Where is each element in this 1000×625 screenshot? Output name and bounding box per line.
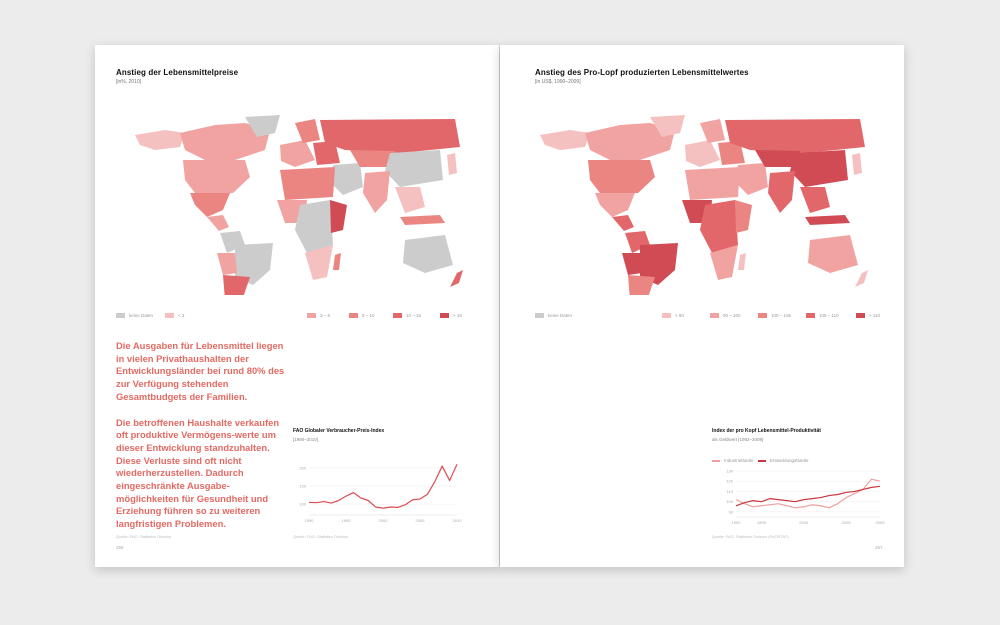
map-region-north-africa <box>685 167 740 200</box>
x-tick-label: 2000 <box>378 518 388 523</box>
map-region-japan <box>852 153 862 175</box>
left-page <box>95 45 499 567</box>
map-region-indonesia <box>805 215 850 225</box>
source-2: Quelle: FAO, Statistics Division <box>293 534 349 539</box>
source-1: Quelle: FAO, Statistics Division <box>116 534 172 539</box>
y-tick-label: 120 <box>726 478 733 484</box>
legend-range-5: > 110 <box>856 313 880 318</box>
map-region-new-zealand <box>450 270 463 287</box>
x-tick-label: 2009 <box>875 520 885 525</box>
map-region-scandinavia <box>700 119 725 143</box>
map-region-india <box>363 171 390 213</box>
map-title: Anstieg der Lebensmittelpreise <box>116 68 239 77</box>
map-region-central-america <box>612 215 634 231</box>
map-region-central-africa <box>700 200 738 253</box>
x-tick-label: 1990 <box>304 518 314 523</box>
chart-productivity <box>700 465 890 527</box>
page-number: 256 <box>116 545 124 550</box>
map-region-east-africa <box>330 200 347 233</box>
right-page <box>500 45 904 567</box>
map-region-north-africa <box>280 167 335 200</box>
map-region-southeast-asia <box>395 187 425 213</box>
map-region-mexico <box>190 193 230 217</box>
map-title: Anstieg des Pro-Lopf produzierten Lebensmittelwertes <box>535 68 749 77</box>
legend-range-4: 105 – 110 <box>806 313 839 318</box>
map-region-indonesia <box>400 215 445 225</box>
x-tick-label: 1992 <box>731 520 741 525</box>
y-tick-label: 200 <box>299 465 306 471</box>
map-region-peru <box>622 253 642 275</box>
map-region-china <box>385 150 443 187</box>
y-tick-label: 130 <box>726 468 733 474</box>
map-region-madagascar <box>333 253 341 270</box>
map-region-china <box>790 150 848 187</box>
legend-range-1: < 90 <box>662 313 684 318</box>
map-region-east-africa <box>735 200 752 233</box>
paragraph-2: Die betroffenen Haushalte verkaufen oft produktive Vermögens-werte um dieser Entwicklung standzuhalten. Diese Verluste sind oft nicht wiederherzustellen. Dadurch eingeschränkte Ausgabe-möglichkeiten für Gesundheit und Erziehung führen so zu weiteren langfristigen Problemen. <box>116 416 280 530</box>
chart2-title: Index der pro Kopf Lebensmittel-Produktivität <box>712 428 821 434</box>
chart2-legend-2: Entwicklungsländer <box>758 458 809 463</box>
map-region-madagascar <box>738 253 746 270</box>
map-region-japan <box>447 153 457 175</box>
x-tick-label: 2010 <box>452 518 462 523</box>
x-tick-label: 2005 <box>841 520 851 525</box>
map-region-new-zealand <box>855 270 868 287</box>
map-region-russia <box>320 119 460 153</box>
chart1-title: FAO Globaler Verbraucher-Preis-Index <box>293 428 385 434</box>
chart1-subtitle: [1990–2010] <box>293 437 319 442</box>
legend-range-1: < 3 <box>165 313 184 318</box>
legend-no-data: keine Daten <box>116 313 153 318</box>
map-region-middle-east <box>736 163 768 195</box>
map-region-peru <box>217 253 237 275</box>
x-tick-label: 1995 <box>756 520 766 525</box>
map-region-alaska <box>540 130 590 150</box>
map-region-alaska <box>135 130 185 150</box>
paragraph-1: Die Ausgaben für Lebensmittel liegen in vielen Privathaushalten der Entwicklungsländer bei rund 80% des zur Verfügung stehenden Gesamtbudgets der Familien. <box>116 340 285 402</box>
map-region-europe-west <box>280 140 315 167</box>
map-subtitle: [in US$, 1990–2009] <box>535 79 581 85</box>
map-region-usa <box>183 160 250 193</box>
x-tick-label: 2005 <box>415 518 425 523</box>
body-text <box>116 340 291 544</box>
x-tick-label: 1995 <box>341 518 351 523</box>
y-tick-label: 150 <box>299 483 306 489</box>
legend-range-3: 100 – 105 <box>758 313 791 318</box>
world-map-food-prices <box>95 105 499 295</box>
map-region-middle-east <box>331 163 363 195</box>
world-map-food-value <box>500 105 904 295</box>
y-tick-label: 100 <box>726 499 733 505</box>
map-region-scandinavia <box>295 119 320 143</box>
chart-cpi <box>287 449 467 527</box>
legend-range-3: 5 – 10 <box>349 313 375 318</box>
y-tick-label: 90 <box>728 509 733 515</box>
chart2-legend-1: Industrieländer <box>712 458 754 463</box>
map-subtitle: [in%, 2010] <box>116 79 142 85</box>
series-line-entwicklungsl-nder <box>736 486 880 505</box>
source-1: Quelle: FAO, Statistics Division (FAOSTAT) <box>712 534 789 539</box>
map-region-australia <box>403 235 453 273</box>
chart2-subtitle: als Geldwert [1992–2009] <box>712 437 764 442</box>
map-region-argentina <box>628 275 655 295</box>
map-region-europe-west <box>685 140 720 167</box>
page-number: 257 <box>875 545 883 550</box>
legend-range-2: 90 – 100 <box>710 313 741 318</box>
y-tick-label: 110 <box>726 488 733 494</box>
map-region-russia <box>725 119 865 153</box>
legend-range-5: > 15 <box>440 313 462 318</box>
map-region-central-america <box>207 215 229 231</box>
map-region-mexico <box>595 193 635 217</box>
y-tick-label: 100 <box>299 501 306 507</box>
map-region-argentina <box>223 275 250 295</box>
map-region-india <box>768 171 795 213</box>
legend-range-4: 10 – 15 <box>393 313 421 318</box>
map-region-australia <box>808 235 858 273</box>
map-region-central-africa <box>295 200 333 253</box>
map-region-southeast-asia <box>800 187 830 213</box>
x-tick-label: 2000 <box>799 520 809 525</box>
map-region-usa <box>588 160 655 193</box>
series-line-industriel-nder <box>736 479 880 508</box>
legend-range-2: 3 – 5 <box>307 313 330 318</box>
legend-no-data: keine Daten <box>535 313 572 318</box>
